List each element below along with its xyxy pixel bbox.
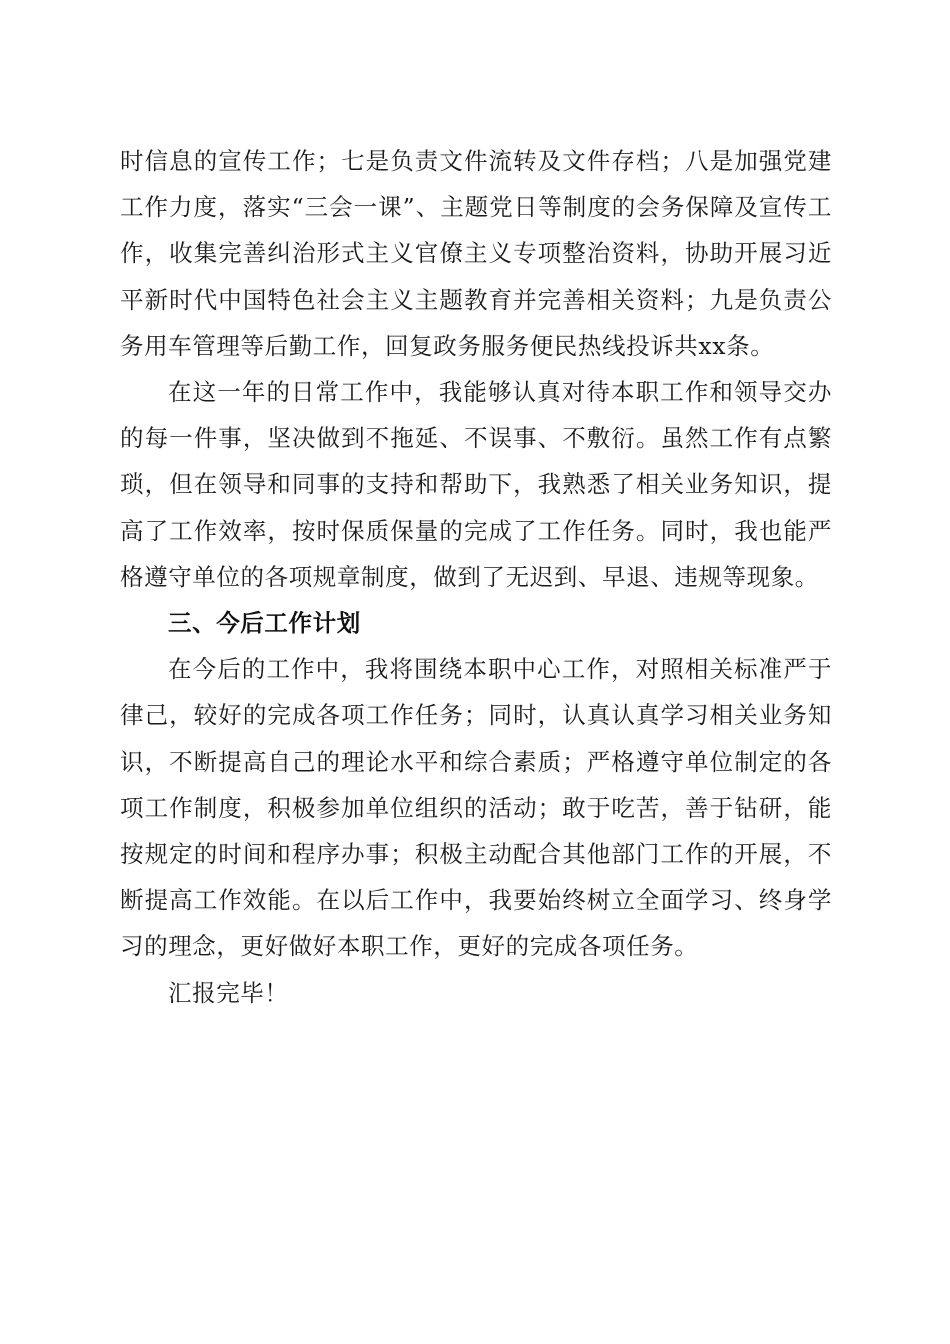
paragraph-work-items-continued: 时信息的宣传工作；七是负责文件流转及文件存档；八是加强党建工作力度，落实“三会一课”、主题党日等制度的会务保障及宣传工作，收集完善纠治形式主义官僚主义专项整治资料，协助开展习近平新时代中国特色社会主义主题教育并完善相关资料；九是负责公务用车管理等后勤工作，回复政务服务便民热线投诉共xx条。 [120, 147, 832, 360]
paragraph-daily-work: 在这一年的日常工作中，我能够认真对待本职工作和领导交办的每一件事，坚决做到不拖延、不误事、不敷衍。虽然工作有点繁琐，但在领导和同事的支持和帮助下，我熟悉了相关业务知识，提高了工作效率，按时保质保量的完成了工作任务。同时，我也能严格遵守单位的各项规章制度，做到了无迟到、早退、违规等现象。 [120, 378, 832, 591]
paragraph-future-plan: 在今后的工作中，我将围绕本职中心工作，对照相关标准严于律己，较好的完成各项工作任务；同时，认真认真学习相关业务知识，不断提高自己的理论水平和综合素质；严格遵守单位制定的各项工作制度，积极参加单位组织的活动；敢于吃苦，善于钻研，能按规定的时间和程序办事；积极主动配合其他部门工作的开展，不断提高工作效能。在以后工作中，我要始终树立全面学习、终身学习的理念，更好做好本职工作，更好的完成各项任务。 [120, 655, 832, 961]
document-body [120, 138, 832, 1016]
section-heading-future-plan: 三、今后工作计划 [168, 609, 361, 638]
closing-line: 汇报完毕！ [168, 978, 289, 1007]
